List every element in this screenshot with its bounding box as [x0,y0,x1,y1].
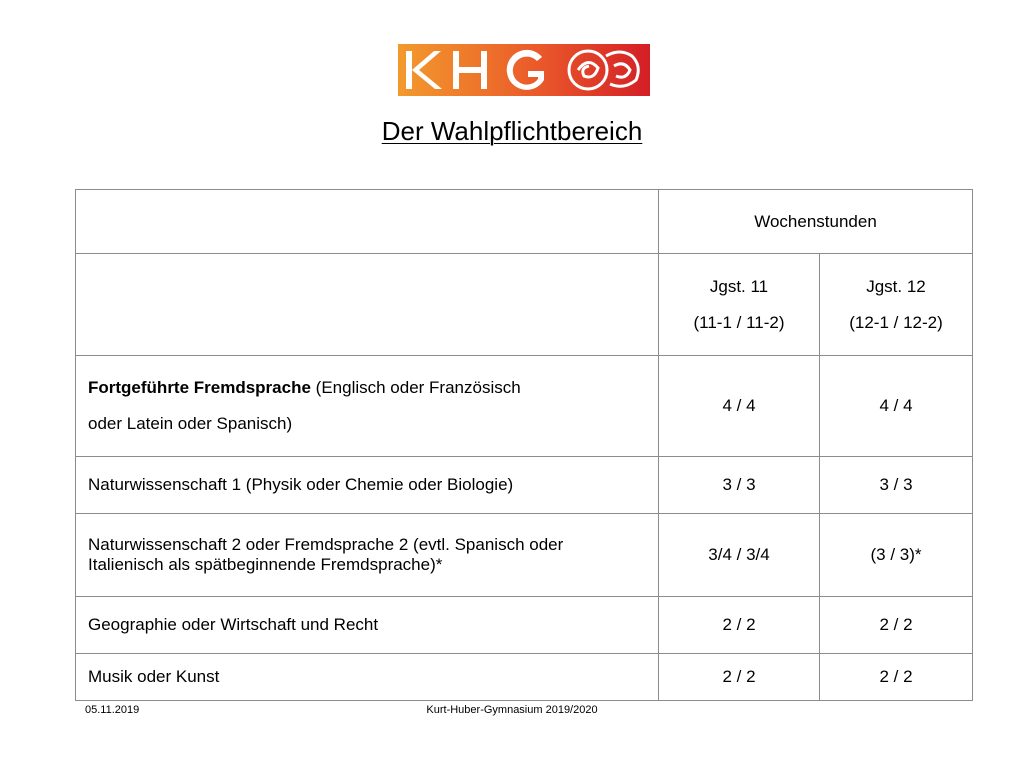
empty-header-cell [76,190,659,254]
table-header-row [76,190,973,254]
hours-y11: 3 / 3 [659,457,820,514]
table-row [76,356,973,457]
hours-y12: 2 / 2 [820,597,973,654]
table-row [76,457,973,514]
school-logo [398,44,650,96]
year-12-label: Jgst. 12 [866,276,926,296]
subject-cell: Musik oder Kunst [76,654,659,701]
subject-line-1: Naturwissenschaft 2 oder Fremdsprache 2 (evtl. Spanisch oder [88,535,564,554]
table-years-row [76,254,973,356]
subject-bold: Fortgeführte Fremdsprache [88,378,311,397]
hours-y11: 4 / 4 [659,356,820,457]
subject-line-2: Italienisch als spätbeginnende Fremdsprache)* [88,555,443,574]
year-11-header [659,254,820,356]
subject-cell: Naturwissenschaft 1 (Physik oder Chemie oder Biologie) [76,457,659,514]
wahlpflicht-table [75,189,973,701]
year-11-range: (11-1 / 11-2) [693,312,785,332]
hours-y12: 4 / 4 [820,356,973,457]
hours-y12: (3 / 3)* [820,514,973,597]
subject-cell: Geographie oder Wirtschaft und Recht [76,597,659,654]
subject-line-1 [88,370,650,406]
year-11-label: Jgst. 11 [709,276,769,296]
empty-years-cell [76,254,659,356]
hours-y12: 3 / 3 [820,457,973,514]
table-row [76,514,973,597]
hours-y12: 2 / 2 [820,654,973,701]
page-title: Der Wahlpflichtbereich [381,116,643,146]
subject-line-2: oder Latein oder Spanisch) [88,414,293,433]
subject-cell [76,514,659,597]
year-12-header [820,254,973,356]
khg-logo-image [398,44,650,96]
subject-cell [76,356,659,457]
hours-y11: 3/4 / 3/4 [659,514,820,597]
hours-y11: 2 / 2 [659,654,820,701]
footer-school-name: Kurt-Huber-Gymnasium 2019/2020 [426,704,598,716]
wochenstunden-header: Wochenstunden [659,190,973,254]
hours-y11: 2 / 2 [659,597,820,654]
subject-rest: (Englisch oder Französisch [310,378,521,397]
table-row [76,597,973,654]
year-12-range: (12-1 / 12-2) [849,312,943,332]
footer-date: 05.11.2019 [85,704,140,716]
table-row [76,654,973,701]
